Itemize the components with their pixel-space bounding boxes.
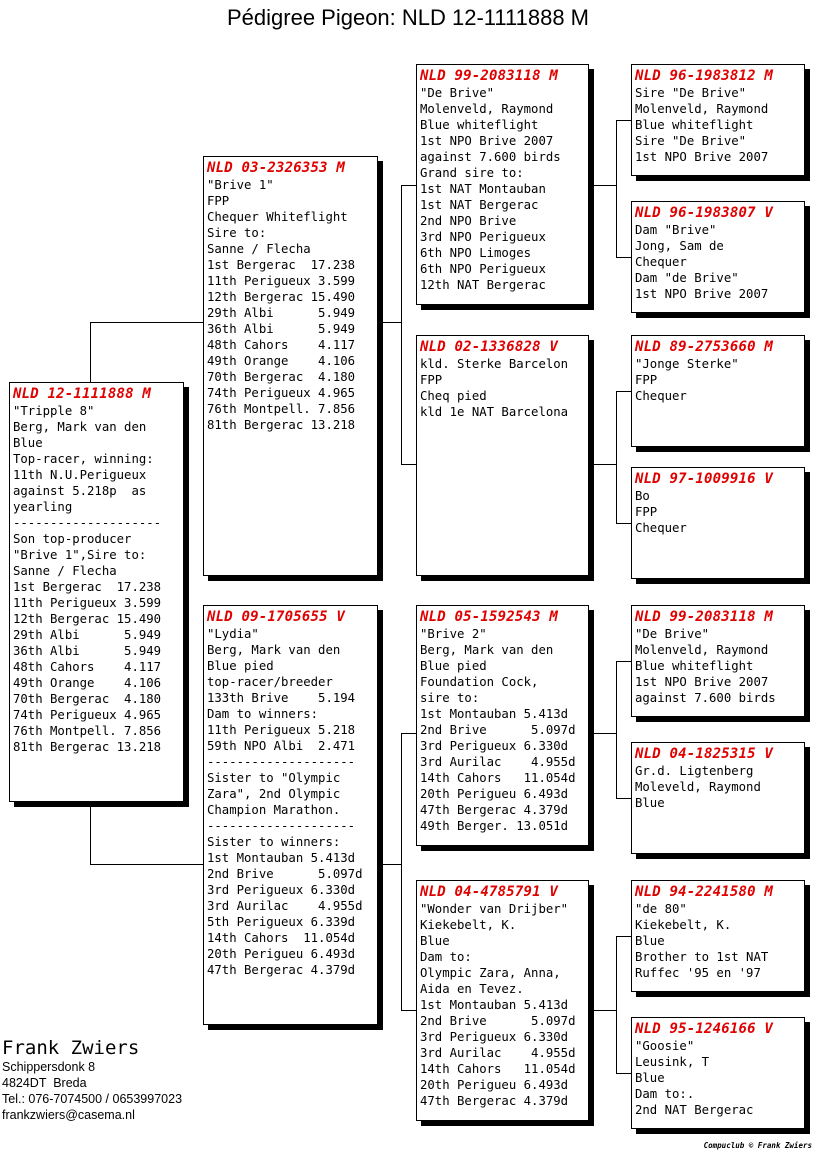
connector-line [90, 807, 91, 864]
connector-line [594, 1010, 616, 1011]
card-line: 12th NAT Bergerac [420, 278, 546, 292]
ring-number: NLD 04-4785791 V [420, 884, 559, 900]
connector-line [90, 322, 203, 323]
card-line: 70th Bergerac 4.180 [207, 370, 356, 384]
ring-number: NLD 96-1983807 V [635, 205, 774, 221]
card-line: Chequer Whiteflight [207, 210, 348, 224]
card-line: 36th Albi 5.949 [13, 644, 162, 658]
card-line: Blue [635, 934, 665, 948]
card-line: 133th Brive 5.194 [207, 691, 356, 705]
card-line: Gr.d. Ligtenberg [635, 764, 754, 778]
ring-number: NLD 89-2753660 M [635, 339, 774, 355]
card-line: "Brive 1",Sire to: [13, 548, 147, 562]
card-line: Chequer [635, 389, 687, 403]
card-line: 3rd NPO Perigueux [420, 230, 546, 244]
card-line: 47th Bergerac 4.379d [420, 1094, 569, 1108]
card-line: 74th Perigueux 4.965 [13, 708, 162, 722]
connector-line [616, 661, 631, 662]
card-line: 36th Albi 5.949 [207, 322, 356, 336]
connector-line [616, 1073, 631, 1074]
connector-line [594, 185, 616, 186]
connector-line [616, 391, 617, 523]
connector-line [616, 391, 631, 392]
card-line: Sire "De Brive" [635, 86, 747, 100]
card-line: 74th Perigueux 4.965 [207, 386, 356, 400]
pigeon-card-sire-dam [416, 335, 589, 576]
card-line: Brother to 1st NAT [635, 950, 769, 964]
card-line: 47th Bergerac 4.379d [420, 803, 569, 817]
pigeon-card-sd-sire [631, 335, 805, 447]
ring-number: NLD 12-1111888 M [13, 386, 152, 402]
card-line: FPP [635, 505, 658, 519]
card-line: kld. Sterke Barcelon [420, 357, 569, 371]
connector-line [383, 864, 401, 865]
ring-number: NLD 02-1336828 V [420, 339, 559, 355]
card-line: Chequer [635, 521, 687, 535]
owner-address: Schippersdonk 8 [2, 1060, 96, 1074]
connector-line [616, 257, 631, 258]
card-line: 2nd NPO Brive [420, 214, 517, 228]
card-line: 1st NAT Bergerac [420, 198, 539, 212]
connector-line [594, 464, 616, 465]
owner-name: Frank Zwiers [2, 1037, 140, 1059]
card-line: 1st Bergerac 17.238 [207, 258, 356, 272]
connector-line [616, 120, 617, 257]
ring-number: NLD 09-1705655 V [207, 609, 346, 625]
card-line: Dam to: [420, 950, 472, 964]
pigeon-card-dd-sire [631, 880, 805, 992]
card-line: 3rd Perigueux 6.330d [420, 1030, 569, 1044]
card-line: 14th Cahors 11.054d [207, 931, 356, 945]
ring-number: NLD 99-2083118 M [635, 609, 774, 625]
card-line: "Lydia" [207, 627, 259, 641]
card-line: 1st Montauban 5.413d [420, 707, 569, 721]
connector-line [616, 798, 631, 799]
card-line: 14th Cahors 11.054d [420, 771, 576, 785]
connector-line [616, 936, 631, 937]
pigeon-card-dam-dam [416, 880, 589, 1121]
card-line: 3rd Aurilac 4.955d [207, 899, 363, 913]
card-line: 3rd Aurilac 4.955d [420, 1046, 576, 1060]
card-line: -------------------- [207, 755, 356, 769]
card-line: Blue pied [420, 659, 487, 673]
card-line: "Tripple 8" [13, 404, 95, 418]
card-line: Son top-producer [13, 532, 132, 546]
ring-number: NLD 05-1592543 M [420, 609, 559, 625]
ring-number: NLD 99-2083118 M [420, 68, 559, 84]
card-line: FPP [207, 194, 230, 208]
card-line: kld 1e NAT Barcelona [420, 405, 569, 419]
card-line: 20th Perigueu 6.493d [207, 947, 356, 961]
connector-line [401, 185, 416, 186]
card-line: Molenveld, Raymond [420, 102, 554, 116]
pigeon-card-dam-sire [416, 605, 589, 846]
card-line: 11th N.U.Perigueux [13, 468, 147, 482]
card-line: 49th Orange 4.106 [13, 676, 162, 690]
card-line: 2nd NAT Bergerac [635, 1103, 754, 1117]
card-line: Champion Marathon. [207, 803, 341, 817]
pigeon-card-dam [203, 605, 378, 1025]
card-line: top-racer/breeder [207, 675, 333, 689]
card-line: Zara", 2nd Olympic [207, 787, 341, 801]
card-line: Cheq pied [420, 389, 487, 403]
card-line: Sister to "Olympic [207, 771, 341, 785]
card-line: Sire to: [207, 226, 267, 240]
card-line: "Goosie" [635, 1039, 695, 1053]
ring-number: NLD 04-1825315 V [635, 746, 774, 762]
connector-line [401, 733, 402, 1010]
card-line: 12th Bergerac 15.490 [207, 290, 356, 304]
card-line: 2nd Brive 5.097d [207, 867, 363, 881]
card-line: FPP [635, 373, 658, 387]
card-line: 6th NPO Perigueux [420, 262, 546, 276]
card-line: Sire "De Brive" [635, 134, 747, 148]
card-line: Ruffec '95 en '97 [635, 966, 761, 980]
owner-email: frankzwiers@casema.nl [2, 1108, 135, 1122]
card-line: "Brive 1" [207, 178, 274, 192]
card-line: 29th Albi 5.949 [207, 306, 356, 320]
owner-phone: Tel.: 076-7074500 / 0653997023 [2, 1092, 183, 1106]
card-line: 81th Bergerac 13.218 [13, 740, 162, 754]
connector-line [383, 322, 401, 323]
card-line: sire to: [420, 691, 480, 705]
card-line: 11th Perigueux 3.599 [13, 596, 162, 610]
card-line: Sanne / Flecha [207, 242, 311, 256]
pigeon-card-ss-sire [631, 64, 805, 176]
card-line: Jong, Sam de [635, 239, 724, 253]
pigeon-card-dd-dam [631, 1017, 805, 1129]
ring-number: NLD 03-2326353 M [207, 160, 346, 176]
pigeon-card-sire [203, 156, 378, 576]
card-line: Berg, Mark van den [420, 643, 554, 657]
card-line: Aida en Tevez. [420, 982, 524, 996]
ring-number: NLD 97-1009916 V [635, 471, 774, 487]
card-line: "Jonge Sterke" [635, 357, 739, 371]
card-line: 3rd Perigueux 6.330d [420, 739, 569, 753]
connector-line [616, 120, 631, 121]
card-line: Blue pied [207, 659, 274, 673]
ring-number: NLD 94-2241580 M [635, 884, 774, 900]
connector-line [616, 936, 617, 1073]
card-line: "De Brive" [635, 627, 710, 641]
card-line: Grand sire to: [420, 166, 524, 180]
card-line: 1st NAT Montauban [420, 182, 546, 196]
pigeon-card-sire-sire [416, 64, 589, 305]
card-line: 2nd Brive 5.097d [420, 1014, 576, 1028]
connector-line [616, 661, 617, 798]
card-line: Kiekebelt, K. [420, 918, 517, 932]
card-line: Dam "Brive" [635, 223, 717, 237]
card-line: yearling [13, 500, 73, 514]
card-line: Dam to:. [635, 1087, 695, 1101]
card-line: Chequer [635, 255, 687, 269]
card-line: Blue [13, 436, 43, 450]
card-line: 49th Berger. 13.051d [420, 819, 569, 833]
card-line: "Brive 2" [420, 627, 487, 641]
card-line: 48th Cahors 4.117 [13, 660, 162, 674]
card-line: Olympic Zara, Anna, [420, 966, 561, 980]
connector-line [401, 185, 402, 464]
card-line: 2nd Brive 5.097d [420, 723, 576, 737]
pigeon-card-ds-sire [631, 605, 805, 717]
connector-line [90, 864, 203, 865]
card-line: -------------------- [207, 819, 356, 833]
card-line: 59th NPO Albi 2.471 [207, 739, 356, 753]
card-line: Top-racer, winning: [13, 452, 154, 466]
card-line: 1st NPO Brive 2007 [635, 150, 769, 164]
card-line: "De Brive" [420, 86, 495, 100]
card-line: 49th Orange 4.106 [207, 354, 356, 368]
card-line: FPP [420, 373, 443, 387]
card-line: 1st NPO Brive 2007 [635, 675, 769, 689]
connector-line [401, 733, 416, 734]
ring-number: NLD 96-1983812 M [635, 68, 774, 84]
card-line: 1st Montauban 5.413d [420, 998, 569, 1012]
card-line: 5th Perigueux 6.339d [207, 915, 356, 929]
card-line: Sanne / Flecha [13, 564, 117, 578]
card-line: Blue [635, 796, 665, 810]
card-line: Bo [635, 489, 650, 503]
card-line: Sister to winners: [207, 835, 341, 849]
card-line: 3rd Perigueux 6.330d [207, 883, 356, 897]
card-line: 70th Bergerac 4.180 [13, 692, 162, 706]
card-line: 76th Montpell. 7.856 [13, 724, 162, 738]
ring-number: NLD 95-1246166 V [635, 1021, 774, 1037]
credit-text: Compuclub © Frank Zwiers [703, 1141, 812, 1150]
card-line: 1st Bergerac 17.238 [13, 580, 162, 594]
card-line: 6th NPO Limoges [420, 246, 532, 260]
card-line: Blue whiteflight [420, 118, 539, 132]
card-line: 20th Perigueu 6.493d [420, 787, 569, 801]
connector-line [594, 733, 616, 734]
pigeon-card-ds-dam [631, 742, 805, 854]
card-line: Blue [420, 934, 450, 948]
card-line: "de 80" [635, 902, 687, 916]
card-line: 29th Albi 5.949 [13, 628, 162, 642]
pigeon-card-ss-dam [631, 201, 805, 313]
card-line: -------------------- [13, 516, 162, 530]
card-line: "Wonder van Drijber" [420, 902, 569, 916]
card-line: 48th Cahors 4.117 [207, 338, 356, 352]
card-line: Blue whiteflight [635, 659, 754, 673]
card-line: 1st NPO Brive 2007 [420, 134, 554, 148]
card-line: against 5.218p as [13, 484, 147, 498]
pigeon-card-sd-dam [631, 467, 805, 579]
card-line: 3rd Aurilac 4.955d [420, 755, 576, 769]
card-line: against 7.600 birds [420, 150, 561, 164]
connector-line [401, 464, 416, 465]
owner-block [2, 1037, 182, 1123]
card-line: Berg, Mark van den [13, 420, 147, 434]
card-line: 47th Bergerac 4.379d [207, 963, 356, 977]
card-line: Blue [635, 1071, 665, 1085]
card-line: against 7.600 birds [635, 691, 776, 705]
connector-line [616, 523, 631, 524]
pigeon-card-subject [9, 382, 184, 802]
card-line: Kiekebelt, K. [635, 918, 732, 932]
card-line: 12th Bergerac 15.490 [13, 612, 162, 626]
card-line: 1st Montauban 5.413d [207, 851, 356, 865]
card-line: Dam to winners: [207, 707, 319, 721]
card-line: 1st NPO Brive 2007 [635, 287, 769, 301]
card-line: Foundation Cock, [420, 675, 539, 689]
owner-postcode-city: 4824DT Breda [2, 1076, 87, 1090]
card-line: 81th Bergerac 13.218 [207, 418, 356, 432]
card-line: Leusink, T [635, 1055, 710, 1069]
page-title: Pédigree Pigeon: NLD 12-1111888 M [226, 5, 589, 30]
card-line: Moleveld, Raymond [635, 780, 761, 794]
card-line: 14th Cahors 11.054d [420, 1062, 576, 1076]
card-line: Dam "de Brive" [635, 271, 739, 285]
connector-line [401, 1010, 416, 1011]
card-line: 11th Perigueux 5.218 [207, 723, 356, 737]
card-line: 20th Perigueu 6.493d [420, 1078, 569, 1092]
card-line: 11th Perigueux 3.599 [207, 274, 356, 288]
card-line: 76th Montpell. 7.856 [207, 402, 356, 416]
connector-line [90, 322, 91, 382]
card-line: Molenveld, Raymond [635, 643, 769, 657]
card-line: Berg, Mark van den [207, 643, 341, 657]
card-line: Blue whiteflight [635, 118, 754, 132]
card-line: Molenveld, Raymond [635, 102, 769, 116]
